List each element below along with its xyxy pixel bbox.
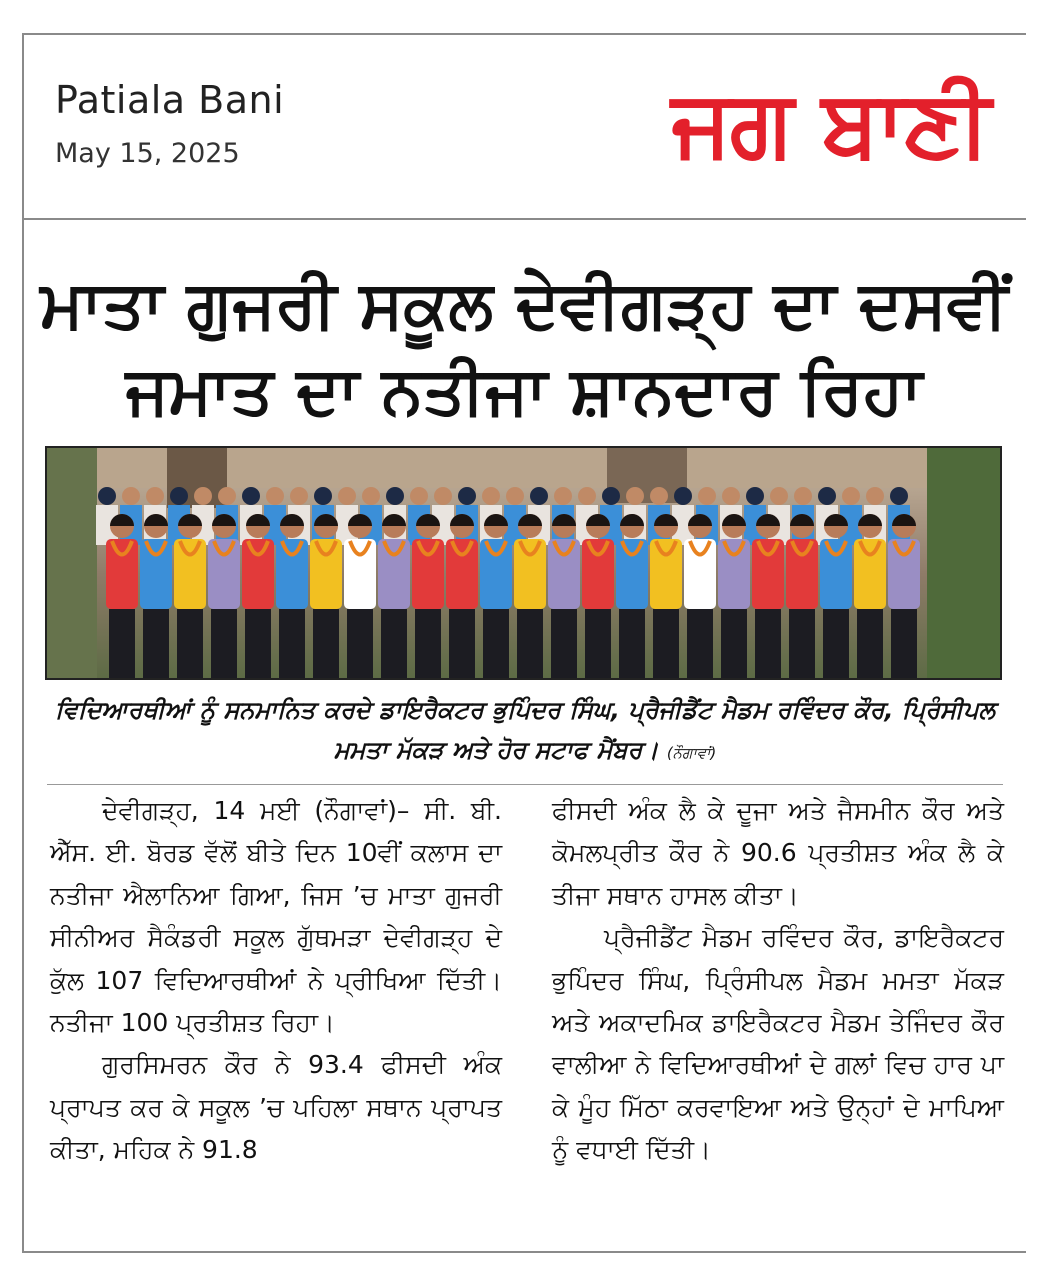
caption-text: ਵਿਦਿਆਰਥੀਆਂ ਨੂੰ ਸਨਮਾਨਿਤ ਕਰਦੇ ਡਾਇਰੈਕਟਰ ਭੁਪਿੰਦਰ ਸਿੰਘ, ਪ੍ਰੈਜੀਡੈਂਟ ਮੈਡਮ ਰਵਿੰਦਰ ਕੌਰ, ਪ੍ਰਿੰਸੀਪਲ ਮਮਤਾ ਮੱਕੜ ਅਤੇ ਹੋਰ ਸਟਾਫ ਮੈਂਬਰ। (55, 696, 995, 764)
publication-name: Patiala Bani (55, 78, 285, 122)
article-column-right (552, 790, 1004, 1172)
photo-caption (50, 690, 1000, 773)
article-column-left (50, 790, 502, 1172)
paragraph-1: ਦੇਵੀਗੜ੍ਹ, 14 ਮਈ (ਨੌਗਾਵਾਂ)– ਸੀ. ਬੀ. ਐੱਸ. ਈ. ਬੋਰਡ ਵੱਲੋਂ ਬੀਤੇ ਦਿਨ 10ਵੀਂ ਕਲਾਸ ਦਾ ਨਤੀਜਾ ਐਲਾਨਿਆ ਗਿਆ, ਜਿਸ ’ਚ ਮਾਤਾ ਗੁਜਰੀ ਸੀਨੀਅਰ ਸੈਕੰਡਰੀ ਸਕੂਲ ਗੁੱਥਮੜਾ ਦੇਵੀਗੜ੍ਹ ਦੇ ਕੁੱਲ 107 ਵਿਦਿਆਰਥੀਆਂ ਨੇ ਪ੍ਰੀਖਿਆ ਦਿੱਤੀ। ਨਤੀਜਾ 100 ਪ੍ਰਤੀਸ਼ਤ ਰਿਹਾ। (50, 796, 502, 1038)
caption-divider (47, 784, 1003, 785)
headline-line-2: ਜਮਾਤ ਦਾ ਨਤੀਜਾ ਸ਼ਾਨਦਾਰ ਰਿਹਾ (125, 352, 923, 429)
paragraph-2-continued: ਫੀਸਦੀ ਅੰਕ ਲੈ ਕੇ ਦੂਜਾ ਅਤੇ ਜੈਸਮੀਨ ਕੌਰ ਅਤੇ ਕੋਮਲਪ੍ਰੀਤ ਕੌਰ ਨੇ 90.6 ਪ੍ਰਤੀਸ਼ਤ ਅੰਕ ਲੈ ਕੇ ਤੀਜਾ ਸਥਾਨ ਹਾਸਲ ਕੀਤਾ। (552, 796, 1004, 910)
headline-line-1: ਮਾਤਾ ਗੁਜਰੀ ਸਕੂਲ ਦੇਵੀਗੜ੍ਹ ਦਾ ਦਸਵੀਂ (40, 266, 1008, 343)
paragraph-2: ਗੁਰਸਿਮਰਨ ਕੌਰ ਨੇ 93.4 ਫੀਸਦੀ ਅੰਕ ਪ੍ਰਾਪਤ ਕਰ ਕੇ ਸਕੂਲ ’ਚ ਪਹਿਲਾ ਸਥਾਨ ਪ੍ਰਾਪਤ ਕੀਤਾ, ਮਹਿਕ ਨੇ 91.8 (50, 1050, 502, 1165)
article-headline (40, 262, 1008, 434)
publication-date: May 15, 2025 (55, 138, 240, 169)
paragraph-3: ਪ੍ਰੈਜੀਡੈਂਟ ਮੈਡਮ ਰਵਿੰਦਰ ਕੌਰ, ਡਾਇਰੈਕਟਰ ਭੁਪਿੰਦਰ ਸਿੰਘ, ਪ੍ਰਿੰਸੀਪਲ ਮੈਡਮ ਮਮਤਾ ਮੱਕੜ ਅਤੇ ਅਕਾਦਮਿਕ ਡਾਇਰੈਕਟਰ ਮੈਡਮ ਤੇਜਿੰਦਰ ਕੌਰ ਵਾਲੀਆ ਨੇ ਵਿਦਿਆਰਥੀਆਂ ਦੇ ਗਲਾਂ ਵਿਚ ਹਾਰ ਪਾ ਕੇ ਮੂੰਹ ਮਿੱਠਾ ਕਰਵਾਇਆ ਅਤੇ ਉਨ੍ਹਾਂ ਦੇ ਮਾਪਿਆ ਨੂੰ ਵਧਾਈ ਦਿੱਤੀ। (552, 923, 1004, 1165)
group-photo (45, 446, 1002, 680)
newspaper-masthead-logo: ਜਗ ਬਾਣੀ (671, 70, 989, 177)
group-photo-illustration (47, 448, 1000, 678)
header-divider (24, 218, 1026, 220)
caption-credit: (ਨੌਗਾਵਾਂ) (666, 744, 717, 762)
